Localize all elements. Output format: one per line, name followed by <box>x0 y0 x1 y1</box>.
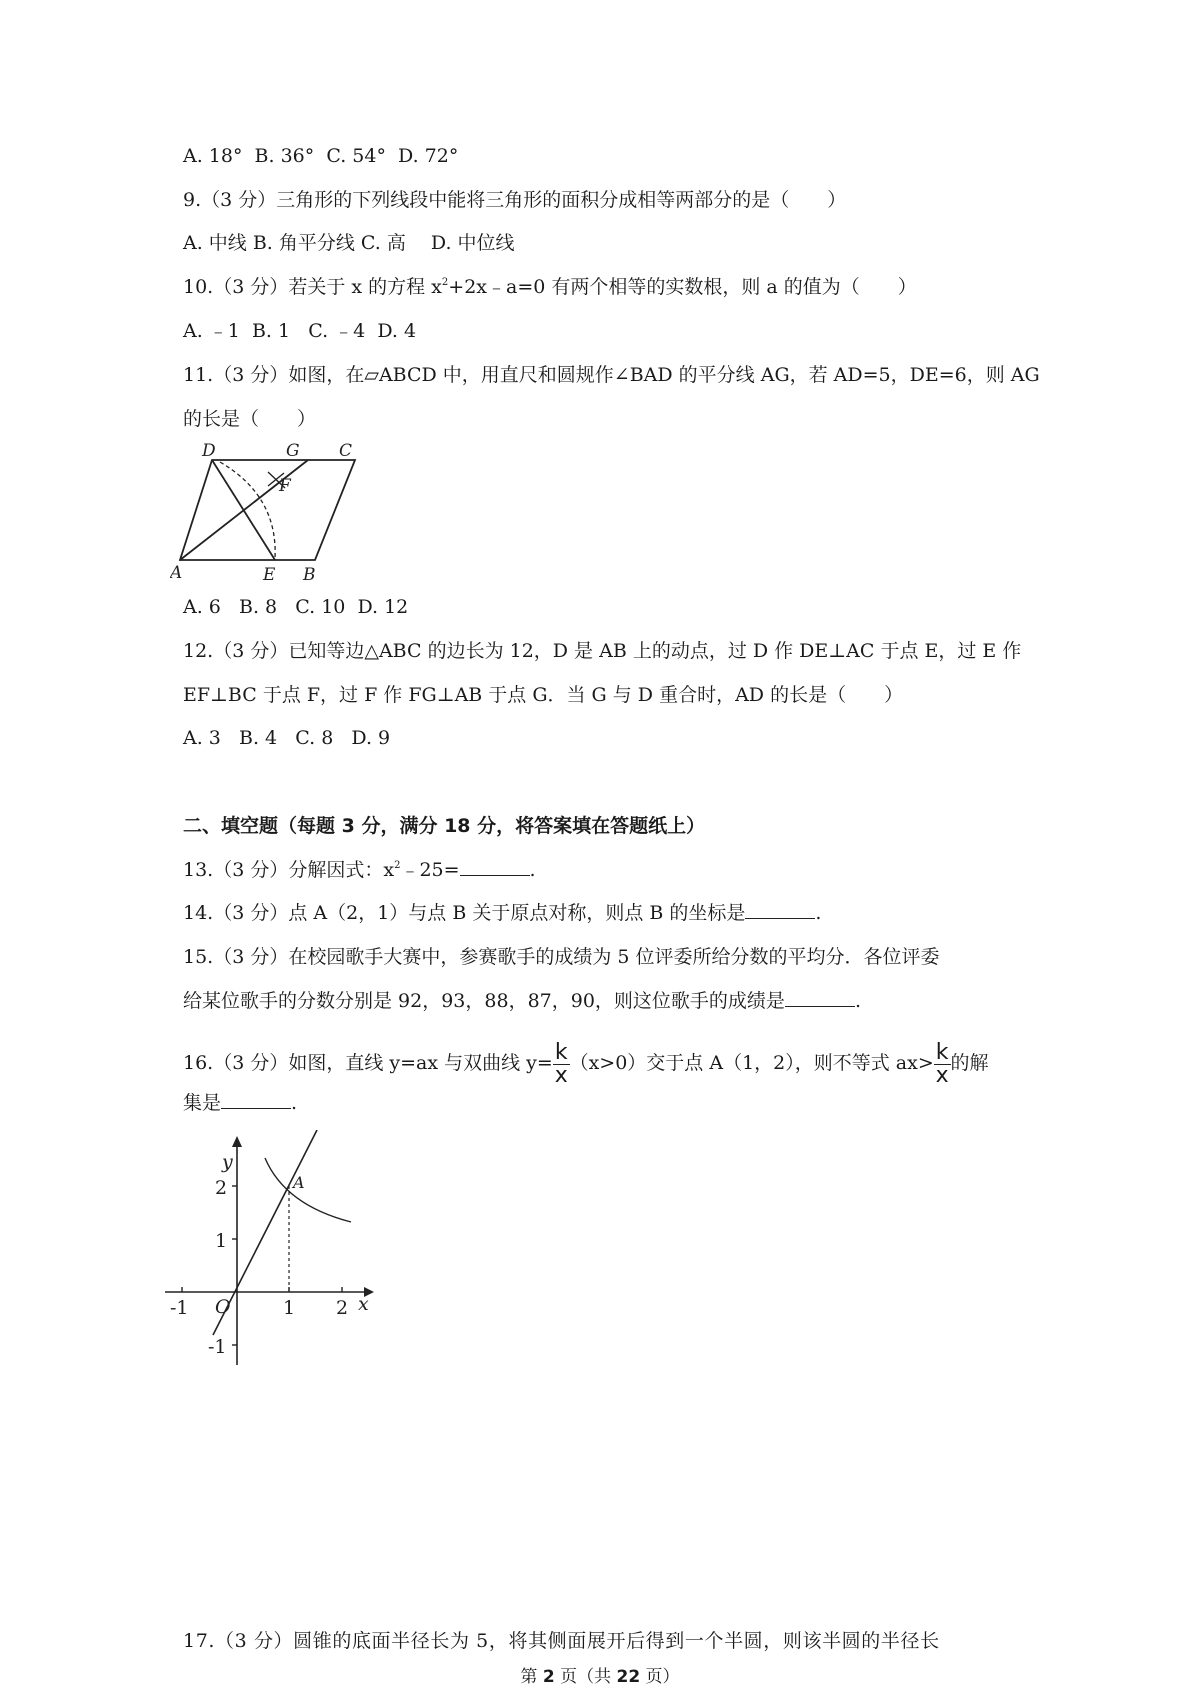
page-footer: 第 2 页（共 22 页） <box>520 1667 680 1687</box>
answer-blank <box>785 988 855 1007</box>
label-b: B <box>303 565 316 585</box>
q10-stem: 10.（3 分）若关于 x 的方程 $x^2+2x﹣a=0$ 有两个相等的实数根，则 a 的值为（ ） <box>183 276 917 298</box>
label-g: G <box>286 441 300 461</box>
q16-stem-line2: 集是 . <box>183 1092 298 1114</box>
label-d: D <box>202 441 216 461</box>
q11-stem-line2: 的长是（ ） <box>183 408 317 430</box>
q11-stem-line1: 11.（3 分）如图，在▱ABCD 中，用直尺和圆规作∠BAD 的平分线 AG，若 AD=5，DE=6，则 AG <box>183 364 1040 386</box>
tick-x-neg1: -1 <box>170 1297 189 1319</box>
q9-options: A. 中线 B. 角平分线 C. 高 D. 中位线 <box>183 232 515 254</box>
q12-options: A. 3 B. 4 C. 8 D. 9 <box>183 727 391 749</box>
q11-options: A. 6 B. 8 C. 10 D. 12 <box>183 596 409 618</box>
q17-stem: 17.（3 分）圆锥的底面半径长为 5，将其侧面展开后得到一个半圆，则该半圆的半径长 <box>183 1630 940 1652</box>
label-f: F <box>279 476 291 496</box>
tick-x-1: 1 <box>283 1297 296 1319</box>
q16-stem-line1: 16.（3 分）如图，直线 y=ax 与双曲线 y= $\frac{k}{x}$ （x>0）交于点 A（1，2），则不等式 ax> $\frac{k}{x}$ 的解 <box>183 1039 989 1088</box>
axis-label-y: y <box>222 1151 233 1173</box>
answer-blank <box>745 900 815 919</box>
parallelogram-figure <box>170 436 370 586</box>
label-e: E <box>263 565 276 585</box>
tick-y-2: 2 <box>215 1177 228 1199</box>
tick-y-1: 1 <box>215 1230 228 1252</box>
label-c: C <box>339 441 353 461</box>
q13: 13.（3 分）分解因式：$x^2﹣25=$ . <box>183 859 536 881</box>
q8-options: A. 18° B. 36° C. 54° D. 72° <box>183 145 459 167</box>
q12-stem-line2: EF⊥BC 于点 F，过 F 作 FG⊥AB 于点 G．当 G 与 D 重合时，AD 的长是（ ） <box>183 684 904 706</box>
origin-label: O <box>215 1296 231 1318</box>
fraction-k-over-x: $\frac{k}{x}$ <box>935 1039 949 1088</box>
q15-stem-line2: 给某位歌手的分数分别是 92，93，88，87，90，则这位歌手的成绩是 . <box>183 990 861 1012</box>
tick-y-neg1: -1 <box>208 1336 227 1358</box>
fraction-k-over-x: $\frac{k}{x}$ <box>554 1039 568 1088</box>
section-heading: 二、填空题（每题 3 分，满分 18 分，将答案填在答题纸上） <box>183 815 706 837</box>
tick-x-2: 2 <box>336 1297 349 1319</box>
answer-blank <box>460 857 530 876</box>
label-a: A <box>170 563 183 583</box>
q10-options: A. ﹣1 B. 1 C. ﹣4 D. 4 <box>183 320 417 342</box>
q9-stem: 9.（3 分）三角形的下列线段中能将三角形的面积分成相等两部分的是（ ） <box>183 189 847 211</box>
function-graph-figure <box>165 1130 385 1370</box>
answer-blank <box>221 1090 291 1109</box>
q14: 14.（3 分）点 A（2，1）与点 B 关于原点对称，则点 B 的坐标是 . <box>183 902 822 924</box>
q15-stem-line1: 15.（3 分）在校园歌手大赛中，参赛歌手的成绩为 5 位评委所给分数的平均分．各位评委 <box>183 946 940 968</box>
q12-stem-line1: 12.（3 分）已知等边△ABC 的边长为 12，D 是 AB 上的动点，过 D 作 DE⊥AC 于点 E，过 E 作 <box>183 640 1022 662</box>
point-a-label: A <box>293 1173 305 1192</box>
axis-label-x: x <box>358 1293 369 1315</box>
